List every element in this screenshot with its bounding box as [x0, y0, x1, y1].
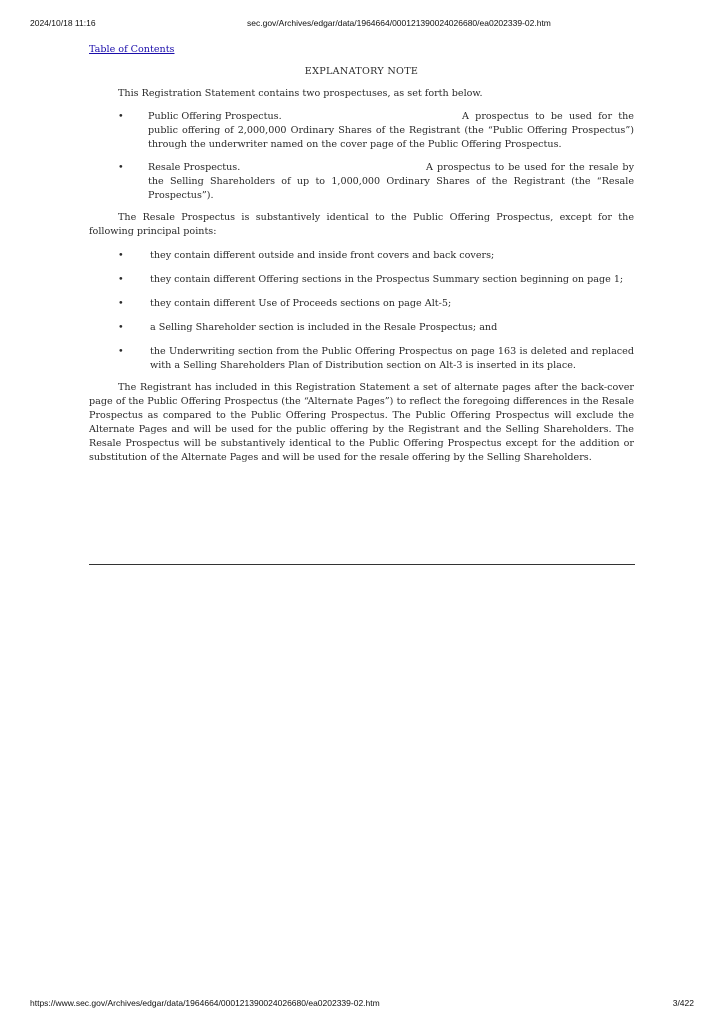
list-item — [89, 249, 634, 263]
explanatory-note-heading: EXPLANATORY NOTE — [304, 66, 419, 77]
list-item-text: they contain different Use of Proceeds sections on page Alt-5; — [150, 298, 452, 309]
list-item-text: they contain different outside and inside front covers and back covers; — [150, 250, 495, 261]
print-url: https://www.sec.gov/Archives/edgar/data/1964664/000121390024026680/ea0202339-02.htm — [30, 998, 380, 1008]
prospectus-description: A prospectus to be used for the resale by the Selling Shareholders of up to 1,000,000 Ordinary Shares of the Registrant (the “Resale Prospectus”). — [148, 162, 634, 201]
bullet-icon: • — [118, 322, 124, 333]
list-item-text: a Selling Shareholder section is included in the Resale Prospectus; and — [150, 322, 498, 333]
bullet-icon: • — [118, 346, 124, 357]
table-of-contents-link[interactable]: Table of Contents — [89, 44, 175, 55]
comparison-paragraph: The Resale Prospectus is substantively identical to the Public Offering Prospectus, except for the following principal points: — [89, 212, 634, 237]
bullet-icon: • — [118, 162, 124, 173]
bullet-icon: • — [118, 274, 124, 285]
bullet-icon: • — [118, 298, 124, 309]
list-item-text: the Underwriting section from the Public Offering Prospectus on page 163 is deleted and replaced with a Selling Shareholders Plan of Distribution section on Alt-3 is inserted in its place. — [150, 346, 634, 371]
print-datetime: 2024/10/18 11:16 — [30, 18, 96, 28]
list-item — [89, 321, 634, 335]
section-divider — [89, 564, 635, 565]
print-page-count: 3/422 — [672, 998, 694, 1008]
document-body — [89, 43, 634, 465]
prospectus-item-public — [89, 110, 634, 152]
list-item — [89, 297, 634, 311]
bullet-icon: • — [118, 250, 124, 261]
list-item-text: they contain different Offering sections in the Prospectus Summary section beginning on page 1; — [150, 274, 624, 285]
prospectus-name: Public Offering Prospectus. — [148, 111, 282, 122]
prospectus-description: A prospectus to be used for the public offering of 2,000,000 Ordinary Shares of the Registrant (the “Public Offering Prospectus”) through the underwriter named on the cover page of the Public Offering Prospectus. — [148, 111, 634, 150]
prospectus-item-resale — [89, 161, 634, 203]
alternate-pages-paragraph: The Registrant has included in this Registration Statement a set of alternate pages after the back-cover page of the Public Offering Prospectus (the “Alternate Pages”) to reflect the foregoing differences in the Resale Prospectus as compared to the Public Offering Prospectus. The Public Offering Prospectus will exclude the Alternate Pages and will be used for the public offering by the Registrant and the Selling Shareholders. The Resale Prospectus will be substantively identical to the Public Offering Prospectus except for the addition or substitution of the Alternate Pages and will be used for the resale offering by the Selling Shareholders. — [89, 382, 634, 463]
print-page-title: sec.gov/Archives/edgar/data/1964664/000121390024026680/ea0202339-02.htm — [247, 18, 551, 28]
bullet-icon: • — [118, 111, 124, 122]
list-item — [89, 273, 634, 287]
prospectus-name: Resale Prospectus. — [148, 162, 241, 173]
intro-paragraph: This Registration Statement contains two prospectuses, as set forth below. — [118, 88, 483, 99]
list-item — [89, 345, 634, 373]
